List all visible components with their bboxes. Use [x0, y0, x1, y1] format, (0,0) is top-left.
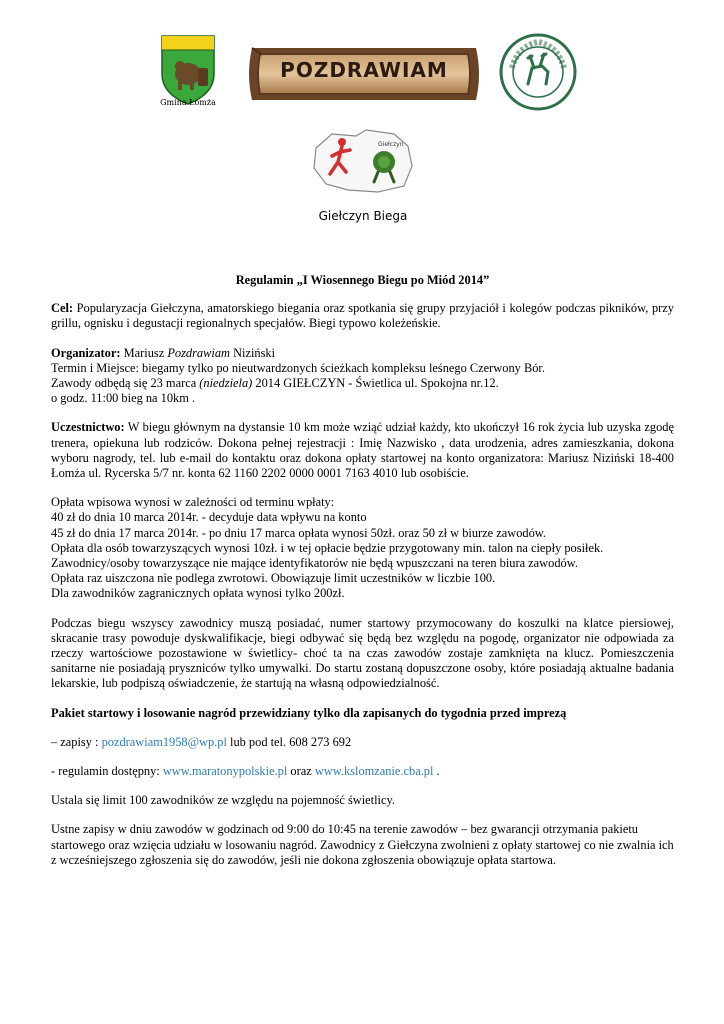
gmina-label: Gmina Łomża [160, 98, 216, 107]
header-logos [0, 28, 724, 148]
limit-paragraph: Ustala się limit 100 zawodników ze względu na pojemność świetlicy. [51, 793, 395, 808]
maratonypolskie-link[interactable]: www.maratonypolskie.pl [162, 764, 288, 779]
fee-line: 40 zł do dnia 10 marca 2014r. - decyduje data wpływu na konto [51, 510, 367, 525]
regulations-links-paragraph [51, 764, 674, 779]
document-title: Regulamin „I Wiosennego Biegu po Miód 2014” [235, 273, 490, 287]
signup-label: – zapisy : [51, 734, 102, 749]
goal-text: Popularyzacja Giełczyna, amatorskiego biegania oraz spotkania się grupy przyjaciół i kolegów podczas pikników, przy grillu, ognisku i degustacji regionalnych specjałów. Biegi typowo koleżeńskie. [51, 301, 674, 331]
banner-text: POZDRAWIAM [280, 58, 448, 82]
rules-paragraph: Podczas biegu wszyscy zawodnicy muszą posiadać, numer startowy przymocowany do koszulki na klatce piersiowej, skracanie trasy powoduje dyskwalifikacje, biegi odbywać się będą bez względu na pogodę, organizator nie odpowiada za rzeczy wartościowe pozostawione w świetlicy- choć ta na czas zawodów zostaje zamknięta na klucz. Pomieszczenia sanitarne nie posiadają pryszniców tylko umywalki. Do startu zostaną dopuszczone osoby, które posiadają aktualne badania lekarskie, lub podpiszą oświadczenie, że startują na własną odpowiedzialność. [51, 615, 674, 691]
package-text: Pakiet startowy i losowanie nagród przewidziany tylko dla zapisanych do tygodnia przed imprezą [51, 705, 567, 720]
gielczyn-map-logo [308, 128, 418, 196]
participation-text: W biegu głównym na dystansie 10 km może wziąć udział każdy, kto ukończył 16 rok życia lub uzyska zgodę trenera, opiekuna lub rodziców. Dokona pełnej rejestracji : Imię Nazwisko , data urodzenia, adres zamieszkania, dokona wyboru nagrody, tel. lub e-mail do kontaktu oraz dokona opłaty startowej na konto organizatora: Mariusz Niziński 18-400 Łomża ul. Rycerska 5/7 nr. konta 62 1160 2202 0000 0001 7163 4010 lub osobiście. [51, 420, 674, 481]
fee-line: Dla zawodników zagranicznych opłata wynosi tylko 200zł. [51, 586, 345, 601]
regulations-or: oraz [287, 764, 315, 779]
fee-line: Opłata dla osób towarzyszących wynosi 10zł. i w tej opłacie będzie przygotowany min. talon na ciepły posiłek. [51, 540, 604, 555]
fee-line: Opłata raz uiszczona nie podlega zwrotowi. Obowiązuje limit uczestników w liczbie 100. [51, 571, 496, 586]
goal-paragraph [51, 301, 674, 331]
signup-email-link[interactable]: pozdrawiam1958@wp.pl [101, 734, 227, 749]
map-label: Giełczyn [378, 141, 404, 148]
event-time-line: o godz. 11:00 bieg na 10km . [51, 391, 196, 406]
regulations-body [51, 273, 674, 882]
fee-paragraph [51, 495, 674, 601]
package-paragraph [51, 706, 674, 721]
onsite-signup-paragraph: Ustne zapisy w dniu zawodów w godzinach od 9:00 do 10:45 na terenie zawodów – bez gwarancji otrzymania pakietu startowego oraz wzięcia udziału w losowaniu nagród. Zawodnicy z Giełczyna zwolnieni z opłaty startowej co nie zwalnia ich z wcześniejszego zgłoszenia się do zawodów, jeśli nie dokona zgłoszenia obowiązuje opłata startowa. [51, 822, 674, 867]
participation-label: Uczestnictwo: [51, 420, 125, 435]
event-date-pre: Zawody odbędą się 23 marca [51, 376, 200, 391]
event-day: (niedziela) [199, 376, 253, 391]
regulations-label: - regulamin dostępny: [51, 764, 163, 779]
kslomzanie-link[interactable]: www.kslomzanie.cba.pl [314, 764, 434, 779]
nadlesnictwo-lomza-seal [498, 32, 578, 112]
organizer-paragraph [51, 346, 674, 407]
goal-label: Cel: [51, 301, 74, 316]
fee-line: 45 zł do dnia 17 marca 2014r. - po dniu 17 marca opłata wynosi 50zł. oraz 50 zł w biurze zawodów. [51, 525, 547, 540]
organizer-name-post: Niziński [229, 345, 276, 360]
organizer-label: Organizator: [51, 345, 121, 360]
date-place-line: Termin i Miejsce: biegamy tylko po nieutwardzonych ścieżkach kompleksu leśnego Czerwony Bór. [51, 360, 545, 375]
organizer-name-pre: Mariusz [120, 345, 168, 360]
signup-phone: lub pod tel. 608 273 692 [226, 734, 352, 749]
regulations-end: . [433, 764, 440, 779]
participation-paragraph [51, 420, 674, 481]
fee-line: Opłata wpisowa wynosi w zależności od terminu wpłaty: [51, 495, 335, 510]
organizer-name-italic: Pozdrawiam [167, 345, 230, 360]
signup-paragraph [51, 735, 674, 750]
fee-line: Zawodnicy/osoby towarzyszące nie mające identyfikatorów nie będą wpuszczani na teren biura zawodów. [51, 556, 578, 571]
gielczyn-biega-caption: Giełczyn Biega [318, 209, 408, 223]
event-venue: 2014 GIEŁCZYN - Świetlica ul. Spokojna nr.12. [252, 376, 499, 391]
